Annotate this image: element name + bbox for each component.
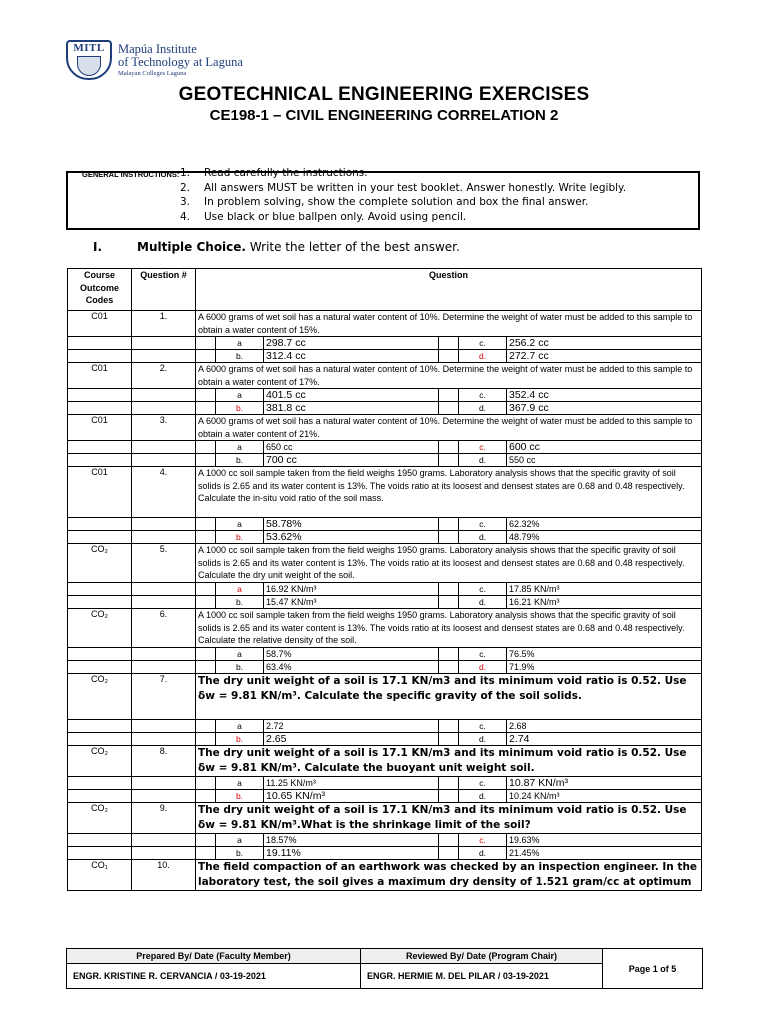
options-row: a 58.7% c. 76.5% <box>68 648 702 661</box>
option-a: 2.72 <box>264 720 439 733</box>
question-row: C01 2. A 6000 grams of wet soil has a natural water content of 10%. Determine the weight of water must be added to this sample to obtain a water content of 17%. <box>68 363 702 389</box>
question-text: The dry unit weight of a soil is 17.1 KN/m3 and its minimum void ratio is 0.52. Use δw = 9.81 KN/m³.What is the shrinkage limit of the soil? <box>196 803 702 834</box>
question-text: The dry unit weight of a soil is 17.1 KN/m3 and its minimum void ratio is 0.52. Use δw = 9.81 KN/m³. Calculate the buoyant unit weight soil. <box>196 746 702 777</box>
question-row: C01 3. A 6000 grams of wet soil has a natural water content of 10%. Determine the weight of water must be added to this sample to obtain a water content of 21%. <box>68 415 702 441</box>
course-subtitle: CE198-1 – CIVIL ENGINEERING CORRELATION 2 <box>209 107 559 124</box>
option-c: 352.4 cc <box>507 389 702 402</box>
page-number: Page 1 of 5 <box>603 949 703 989</box>
option-c: 62.32% <box>507 518 702 531</box>
option-b: 63.4% <box>264 661 439 674</box>
question-row: CO₂ 8. The dry unit weight of a soil is 17.1 KN/m3 and its minimum void ratio is 0.52. Use δw = 9.81 KN/m³. Calculate the buoyant unit weight soil. <box>68 746 702 777</box>
options-row: b. 19.11% d. 21.45% <box>68 847 702 860</box>
option-b: 19.11% <box>264 847 439 860</box>
options-row: b. 381.8 cc d. 367.9 cc <box>68 402 702 415</box>
options-row: a 11.25 KN/m³ c. 10.87 KN/m³ <box>68 777 702 790</box>
option-b: 53.62% <box>264 531 439 544</box>
options-row: a 58.78% c. 62.32% <box>68 518 702 531</box>
prepared-by-label: Prepared By/ Date (Faculty Member) <box>67 949 361 964</box>
options-row: b. 10.65 KN/m³ d. 10.24 KN/m³ <box>68 790 702 803</box>
instruction-item: 1. Read carefully the instructions. <box>180 167 368 179</box>
question-text: A 6000 grams of wet soil has a natural water content of 10%. Determine the weight of water must be added to this sample to obtain a water content of 21%. <box>196 415 702 441</box>
option-b: 10.65 KN/m³ <box>264 790 439 803</box>
option-a: 298.7 cc <box>264 337 439 350</box>
option-a: 18.57% <box>264 834 439 847</box>
question-row: C01 1. A 6000 grams of wet soil has a natural water content of 10%. Determine the weight of water must be added to this sample to obtain a water content of 15%. <box>68 311 702 337</box>
header-outcome: Course Outcome Codes <box>68 269 132 311</box>
options-row: a 16.92 KN/m³ c. 17.85 KN/m³ <box>68 583 702 596</box>
question-row: CO₁ 10. The field compaction of an earthwork was checked by an inspection engineer. In the laboratory test, the soil gives a maximum dry density of 1.521 gram/cc at optimum <box>68 860 702 891</box>
option-d: 367.9 cc <box>507 402 702 415</box>
question-text: The dry unit weight of a soil is 17.1 KN/m3 and its minimum void ratio is 0.52. Use δw = 9.81 KN/m³. Calculate the specific gravity of the soil solids. <box>196 674 702 720</box>
options-row: a 650 cc c. 600 cc <box>68 441 702 454</box>
table-header-row <box>68 269 702 311</box>
option-b: 312.4 cc <box>264 350 439 363</box>
option-c: 2.68 <box>507 720 702 733</box>
option-b: 381.8 cc <box>264 402 439 415</box>
options-row: a 18.57% c. 19.63% <box>68 834 702 847</box>
reviewed-by-label: Reviewed By/ Date (Program Chair) <box>361 949 603 964</box>
prepared-by-name: ENGR. KRISTINE R. CERVANCIA / 03-19-2021 <box>67 964 361 989</box>
option-c: 17.85 KN/m³ <box>507 583 702 596</box>
question-row: C01 4. A 1000 cc soil sample taken from the field weighs 1950 grams. Laboratory analysis shows that the specific gravity of soil solids is 2.65 and its water content is 13%. The voids ratio at its loosest and densest states are 0.68 and 0.48 respectively. Calculate the in-situ void ratio of the soil mass. <box>68 467 702 518</box>
option-b: 15.47 KN/m³ <box>264 596 439 609</box>
options-row: b. 53.62% d. 48.79% <box>68 531 702 544</box>
section-heading: I. Multiple Choice. Write the letter of the best answer. <box>93 240 460 254</box>
option-d: 71.9% <box>507 661 702 674</box>
options-row: b. 15.47 KN/m³ d. 16.21 KN/m³ <box>68 596 702 609</box>
header-question-number: Question # <box>132 269 196 311</box>
questions-table <box>67 268 702 891</box>
option-b: 700 cc <box>264 454 439 467</box>
option-a: 401.5 cc <box>264 389 439 402</box>
option-a: 650 cc <box>264 441 439 454</box>
option-c: 19.63% <box>507 834 702 847</box>
question-text: A 6000 grams of wet soil has a natural water content of 10%. Determine the weight of water must be added to this sample to obtain a water content of 17%. <box>196 363 702 389</box>
instructions-list <box>180 166 626 224</box>
question-text: A 6000 grams of wet soil has a natural water content of 10%. Determine the weight of water must be added to this sample to obtain a water content of 15%. <box>196 311 702 337</box>
option-c: 600 cc <box>507 441 702 454</box>
question-row: CO₂ 9. The dry unit weight of a soil is 17.1 KN/m3 and its minimum void ratio is 0.52. Use δw = 9.81 KN/m³.What is the shrinkage limit of the soil? <box>68 803 702 834</box>
question-text: A 1000 cc soil sample taken from the field weighs 1950 grams. Laboratory analysis shows that the specific gravity of soil solids is 2.65 and its water content is 13%. The voids ratio at its loosest and densest states are 0.68 and 0.48 respectively. Calculate the relative density of the soil. <box>196 609 702 648</box>
document-title: GEOTECHNICAL ENGINEERING EXERCISES <box>178 84 590 105</box>
options-row: a 2.72 c. 2.68 <box>68 720 702 733</box>
institution-name: Mapúa Institute of Technology at Laguna Malayan Colleges Laguna <box>118 41 243 77</box>
option-d: 16.21 KN/m³ <box>507 596 702 609</box>
general-instructions-box <box>66 167 700 230</box>
header-question: Question <box>196 269 702 311</box>
option-d: 272.7 cc <box>507 350 702 363</box>
option-a: 11.25 KN/m³ <box>264 777 439 790</box>
options-row: b. 2.65 d. 2.74 <box>68 733 702 746</box>
option-d: 2.74 <box>507 733 702 746</box>
option-c: 256.2 cc <box>507 337 702 350</box>
instruction-item: 3. In problem solving, show the complete solution and box the final answer. <box>180 196 589 209</box>
option-a: 58.78% <box>264 518 439 531</box>
question-row: CO₂ 7. The dry unit weight of a soil is 17.1 KN/m3 and its minimum void ratio is 0.52. Use δw = 9.81 KN/m³. Calculate the specific gravity of the soil solids. <box>68 674 702 720</box>
option-d: 21.45% <box>507 847 702 860</box>
options-row: b. 312.4 cc d. 272.7 cc <box>68 350 702 363</box>
option-d: 550 cc <box>507 454 702 467</box>
options-row: b. 700 cc d. 550 cc <box>68 454 702 467</box>
option-c: 76.5% <box>507 648 702 661</box>
option-d: 48.79% <box>507 531 702 544</box>
question-text: A 1000 cc soil sample taken from the field weighs 1950 grams. Laboratory analysis shows that the specific gravity of soil solids is 2.65 and its water content is 13%. The voids ratio at its loosest and densest states are 0.68 and 0.48 respectively. Calculate the in-situ void ratio of the soil mass. <box>196 467 702 518</box>
instructions-heading: GENERAL INSTRUCTIONS: <box>82 170 180 179</box>
reviewed-by-name: ENGR. HERMIE M. DEL PILAR / 03-19-2021 <box>361 964 603 989</box>
option-c: 10.87 KN/m³ <box>507 777 702 790</box>
question-text: A 1000 cc soil sample taken from the field weighs 1950 grams. Laboratory analysis shows that the specific gravity of soil solids is 2.65 and its water content is 13%. The voids ratio at its loosest and densest states are 0.68 and 0.48 respectively. Calculate the dry unit weight of the soil. <box>196 544 702 583</box>
question-row: CO₂ 5. A 1000 cc soil sample taken from the field weighs 1950 grams. Laboratory analysis shows that the specific gravity of soil solids is 2.65 and its water content is 13%. The voids ratio at its loosest and densest states are 0.68 and 0.48 respectively. Calculate the dry unit weight of the soil. <box>68 544 702 583</box>
option-a: 58.7% <box>264 648 439 661</box>
options-row: a 401.5 cc c. 352.4 cc <box>68 389 702 402</box>
option-b: 2.65 <box>264 733 439 746</box>
question-row: CO₂ 6. A 1000 cc soil sample taken from the field weighs 1950 grams. Laboratory analysis shows that the specific gravity of soil solids is 2.65 and its water content is 13%. The voids ratio at its loosest and densest states are 0.68 and 0.48 respectively. Calculate the relative density of the soil. <box>68 609 702 648</box>
footer-signature-table <box>66 948 703 989</box>
options-row: a 298.7 cc c. 256.2 cc <box>68 337 702 350</box>
instruction-item: 2. All answers MUST be written in your test booklet. Answer honestly. Write legibly. <box>180 181 627 194</box>
option-a: 16.92 KN/m³ <box>264 583 439 596</box>
instruction-item: 4. Use black or blue ballpen only. Avoid using pencil. <box>180 210 467 223</box>
mitl-seal-icon: MITL <box>66 40 112 80</box>
options-row: b. 63.4% d. 71.9% <box>68 661 702 674</box>
institution-logo <box>66 40 243 80</box>
option-d: 10.24 KN/m³ <box>507 790 702 803</box>
question-text: The field compaction of an earthwork was checked by an inspection engineer. In the laboratory test, the soil gives a maximum dry density of 1.521 gram/cc at optimum <box>196 860 702 891</box>
